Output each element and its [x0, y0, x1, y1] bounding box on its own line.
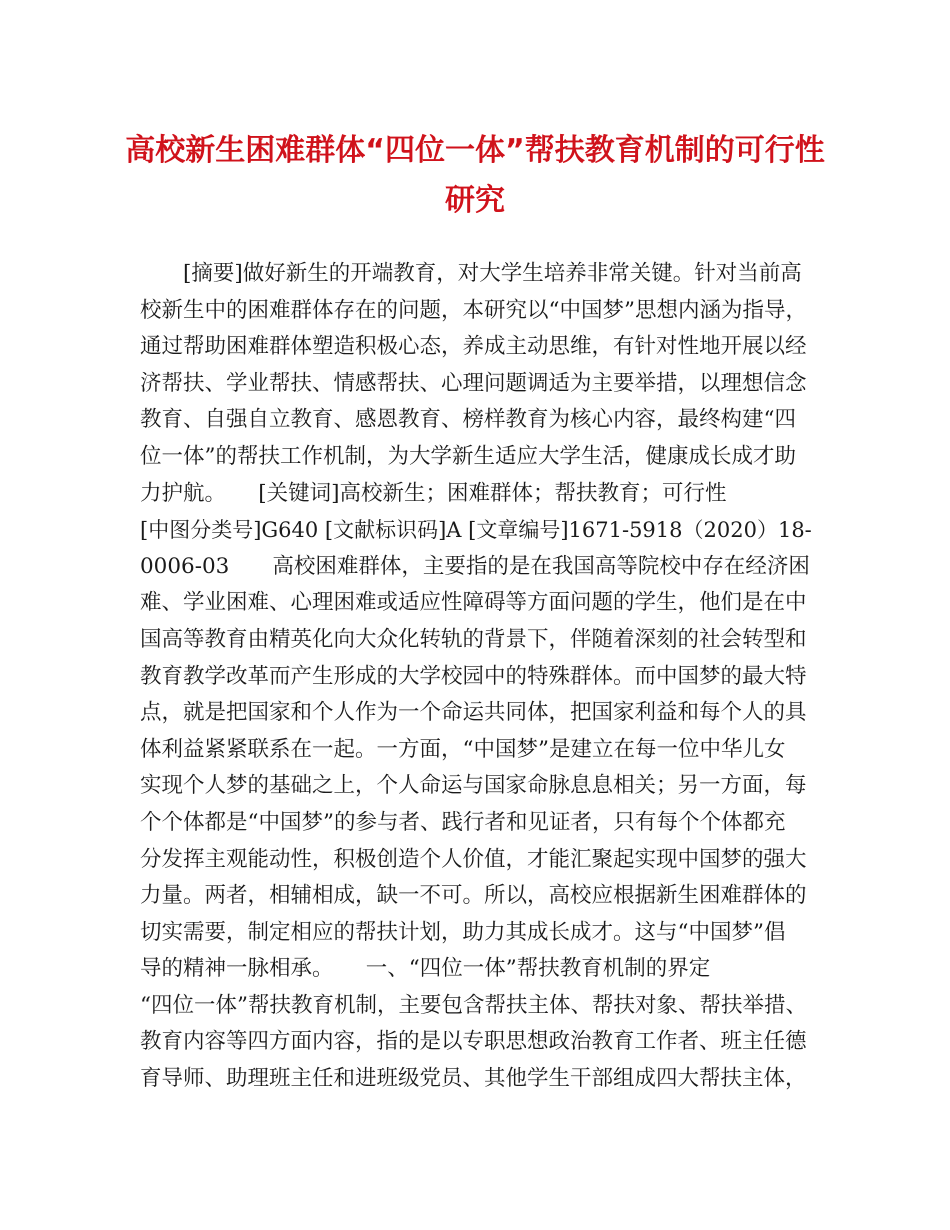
body-line: [中图分类号]G640 [文献标识码]A [文章编号]1671-5918（2020）18- — [140, 518, 812, 543]
title-line-2: 研究 — [445, 183, 505, 218]
body-line: 体利益紧紧联系在一起。一方面，“中国梦”是建立在每一位中华儿女 — [140, 736, 786, 762]
document-title — [120, 126, 830, 226]
body-line: 国高等教育由精英化向大众化转轨的背景下，伴随着深刻的社会转型和 — [140, 626, 807, 652]
body-line: “四位一体”帮扶教育机制，主要包含帮扶主体、帮扶对象、帮扶举措、 — [140, 992, 807, 1018]
body-line: 切实需要，制定相应的帮扶计划，助力其成长成才。这与“中国梦”倡 — [140, 919, 786, 945]
title-line-1: 高校新生困难群体“四位一体”帮扶教育机制的可行性 — [125, 133, 825, 168]
body-line: 分发挥主观能动性，积极创造个人价值，才能汇聚起实现中国梦的强大 — [140, 846, 807, 872]
body-line: 教育内容等四方面内容，指的是以专职思想政治教育工作者、班主任德 — [140, 1029, 807, 1055]
body-line: 通过帮助困难群体塑造积极心态，养成主动思维，有针对性地开展以经 — [140, 334, 807, 360]
body-line: 济帮扶、学业帮扶、情感帮扶、心理问题调适为主要举措，以理想信念 — [140, 370, 807, 396]
body-line: 难、学业困难、心理困难或适应性障碍等方面问题的学生，他们是在中 — [140, 590, 807, 616]
body-line: 力量。两者，相辅相成，缺一不可。所以，高校应根据新生困难群体的 — [140, 883, 807, 909]
body-line: 校新生中的困难群体存在的问题，本研究以“中国梦”思想内涵为指导， — [140, 297, 807, 323]
body-line: 0006-03 高校困难群体，主要指的是在我国高等院校中存在经济困 — [140, 553, 810, 579]
body-line: [摘要]做好新生的开端教育，对大学生培养非常关键。针对当前高 — [140, 261, 802, 286]
body-line: 教育教学改革而产生形成的大学校园中的特殊群体。而中国梦的最大特 — [140, 663, 807, 689]
body-line: 个个体都是“中国梦”的参与者、践行者和见证者，只有每个个体都充 — [140, 809, 786, 835]
body-line: 育导师、助理班主任和进班级党员、其他学生干部组成四大帮扶主体， — [140, 1066, 807, 1092]
body-line: 教育、自强自立教育、感恩教育、榜样教育为核心内容，最终构建“四 — [140, 407, 796, 433]
body-line: 点，就是把国家和个人作为一个命运共同体，把国家利益和每个人的具 — [140, 700, 807, 726]
body-line: 实现个人梦的基础之上，个人命运与国家命脉息息相关；另一方面，每 — [140, 773, 807, 799]
body-line: 导的精神一脉相承。 一、“四位一体”帮扶教育机制的界定 — [140, 956, 711, 982]
body-line: 力护航。 [关键词]高校新生；困难群体；帮扶教育；可行性 — [140, 480, 727, 506]
body-text — [140, 256, 812, 1098]
body-line: 位一体”的帮扶工作机制，为大学新生适应大学生活，健康成长成才助 — [140, 443, 796, 469]
